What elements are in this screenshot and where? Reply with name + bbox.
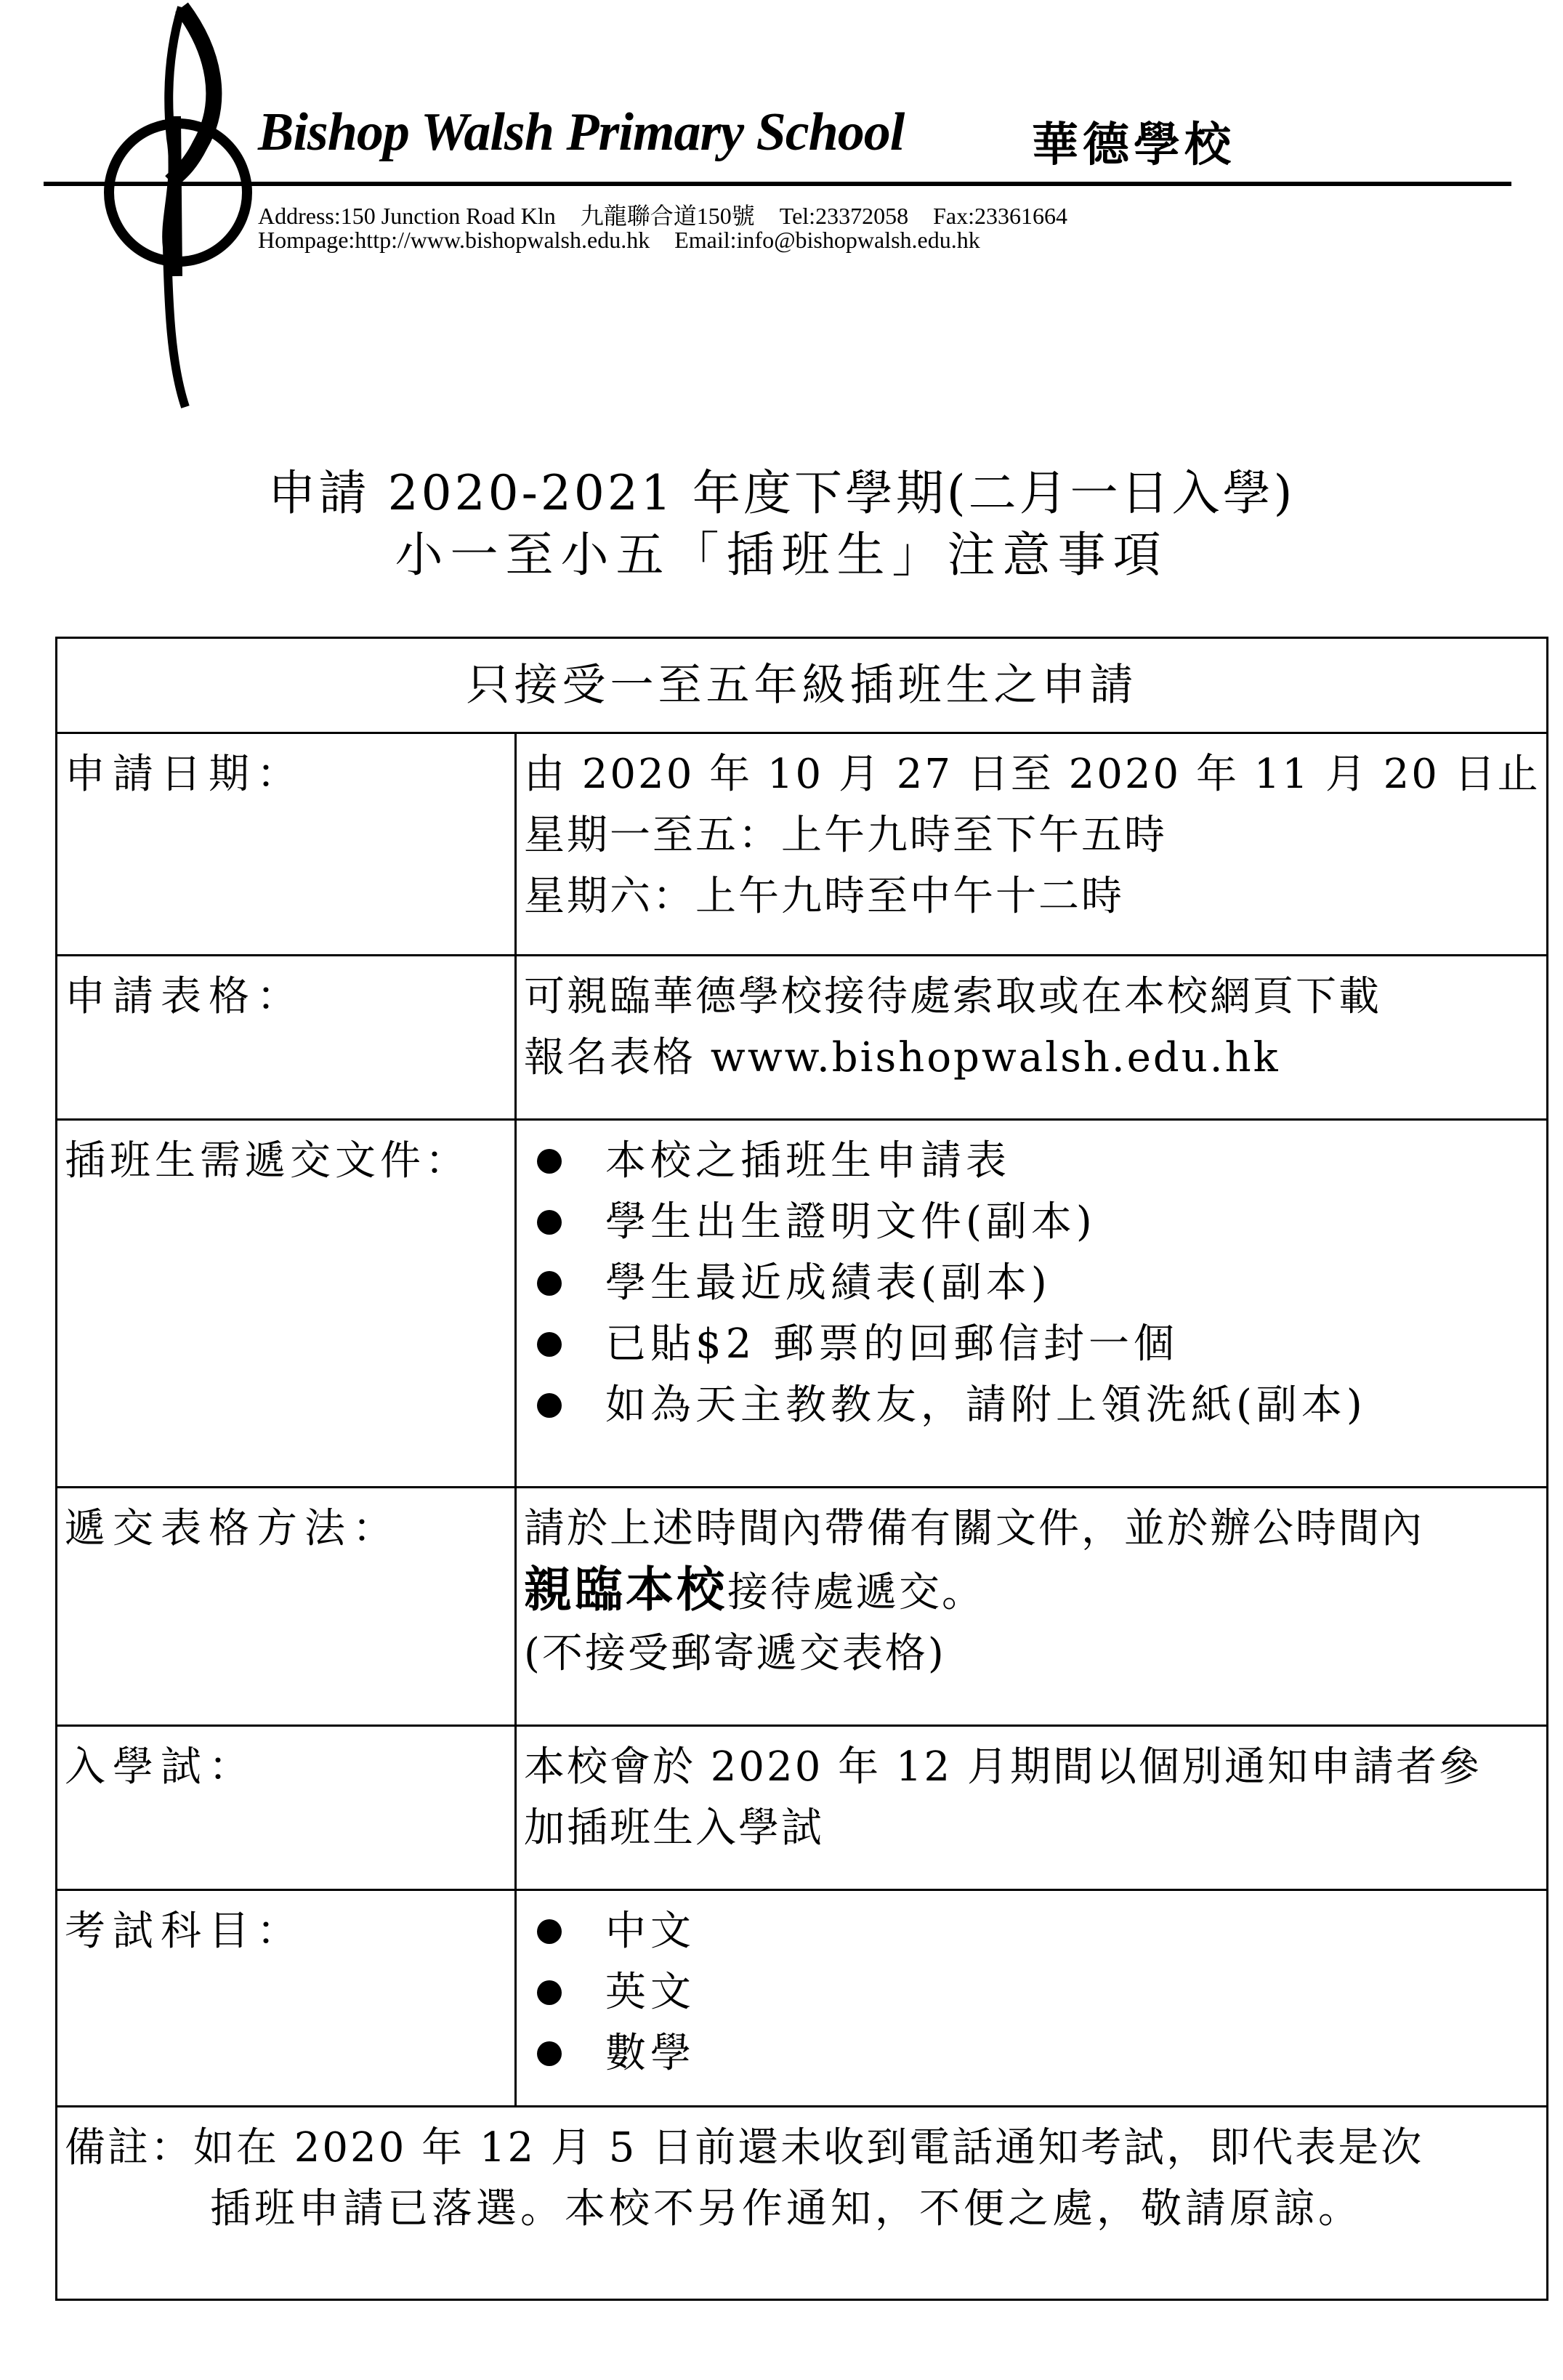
row-label-dates: 申請日期： xyxy=(57,733,516,956)
letterhead-divider xyxy=(44,182,1511,186)
table-row xyxy=(57,1120,1548,1488)
table-row xyxy=(57,1488,1548,1726)
table-header-row xyxy=(57,638,1548,733)
list-item-text: 中文 xyxy=(605,1908,695,1955)
text-line xyxy=(524,1560,1539,1623)
row-label-exam: 入學試： xyxy=(57,1726,516,1890)
bullet-icon xyxy=(537,1332,562,1357)
list-item-text: 本校之插班生申請表 xyxy=(605,1137,1011,1185)
address-zh: 九龍聯合道150號 xyxy=(580,203,755,229)
table-row xyxy=(57,1726,1548,1890)
remark-line: 備註：如在 2020 年 12 月 5 日前還未收到電話通知考試，即代表是次 xyxy=(65,2124,1424,2171)
school-name-zh: 華德學校 xyxy=(1032,118,1235,172)
text-line: 本校會於 2020 年 12 月期間以個別通知申請者參 xyxy=(524,1743,1482,1791)
row-value-form xyxy=(516,956,1548,1120)
subjects-list xyxy=(524,1901,1539,2084)
text-line: 由 2020 年 10 月 27 日至 2020 年 11 月 20 日止 xyxy=(524,751,1540,798)
list-item xyxy=(524,1375,1539,1436)
notice-subtitle: 小一至小五「插班生」注意事項 xyxy=(395,527,1168,583)
remark-line: 插班申請已落選。本校不另作通知，不便之處，敬請原諒。 xyxy=(210,2185,1362,2232)
homepage: Hompage:http://www.bishopwalsh.edu.hk xyxy=(258,227,650,253)
row-label-submission: 遞交表格方法： xyxy=(57,1488,516,1726)
text-line: 星期六：上午九時至中午十二時 xyxy=(524,873,1124,920)
letterhead xyxy=(0,0,1563,436)
bullet-icon xyxy=(537,1271,562,1296)
list-item xyxy=(524,1192,1539,1253)
email: Email:info@bishopwalsh.edu.hk xyxy=(674,227,980,253)
table-header: 只接受一至五年級插班生之申請 xyxy=(57,638,1548,733)
list-item-text: 學生最近成績表(副本) xyxy=(605,1259,1051,1307)
list-item-text: 學生出生證明文件(副本) xyxy=(605,1198,1096,1246)
text-line: 星期一至五：上午九時至下午五時 xyxy=(524,812,1167,859)
bullet-icon xyxy=(537,1210,562,1235)
table-row xyxy=(57,733,1548,956)
emphasis-text: 親臨本校 xyxy=(524,1562,727,1618)
list-item-text: 數學 xyxy=(605,2030,695,2077)
row-value-exam xyxy=(516,1726,1548,1890)
table-row xyxy=(57,956,1548,1120)
address: Address:150 Junction Road Kln xyxy=(258,203,556,229)
table-row xyxy=(57,2107,1548,2300)
row-label-documents: 插班生需遞交文件： xyxy=(57,1120,516,1488)
list-item-text: 英文 xyxy=(605,1969,695,2016)
list-item-text: 已貼$2 郵票的回郵信封一個 xyxy=(605,1320,1179,1368)
text-line: 加插班生入學試 xyxy=(524,1804,824,1852)
bullet-icon xyxy=(537,2041,562,2066)
school-website-link[interactable]: 報名表格 www.bishopwalsh.edu.hk xyxy=(524,1034,1280,1081)
text-fragment: 接待處遞交。 xyxy=(727,1569,985,1616)
documents-list xyxy=(524,1131,1539,1436)
bullet-icon xyxy=(537,1149,562,1174)
text-line: 請於上述時間內帶備有關文件，並於辦公時間內 xyxy=(524,1505,1424,1552)
contact-line-2 xyxy=(258,227,1005,254)
row-value-submission xyxy=(516,1488,1548,1726)
text-line: (不接受郵寄遞交表格) xyxy=(524,1630,946,1677)
list-item-text: 如為天主教教友，請附上領洗紙(副本) xyxy=(605,1381,1367,1429)
bullet-icon xyxy=(537,1393,562,1418)
row-value-dates xyxy=(516,733,1548,956)
fax: Fax:23361664 xyxy=(933,203,1067,229)
list-item xyxy=(524,1253,1539,1314)
row-value-subjects xyxy=(516,1890,1548,2107)
text-line: 可親臨華德學校接待處索取或在本校網頁下載 xyxy=(524,973,1381,1020)
list-item xyxy=(524,1314,1539,1375)
telephone: Tel:23372058 xyxy=(779,203,909,229)
school-name-en: Bishop Walsh Primary School xyxy=(258,102,905,162)
list-item xyxy=(524,1962,1539,2023)
list-item xyxy=(524,1131,1539,1192)
remark xyxy=(57,2107,1548,2300)
bullet-icon xyxy=(537,1980,562,2005)
row-label-subjects: 考試科目： xyxy=(57,1890,516,2107)
notice-title: 申請 2020-2021 年度下學期(二月一日入學) xyxy=(267,465,1296,521)
list-item xyxy=(524,2023,1539,2084)
bullet-icon xyxy=(537,1919,562,1944)
notice-table xyxy=(55,637,1548,2301)
row-value-documents xyxy=(516,1120,1548,1488)
table-row xyxy=(57,1890,1548,2107)
list-item xyxy=(524,1901,1539,1962)
school-logo-icon xyxy=(44,0,262,414)
row-label-form: 申請表格： xyxy=(57,956,516,1120)
